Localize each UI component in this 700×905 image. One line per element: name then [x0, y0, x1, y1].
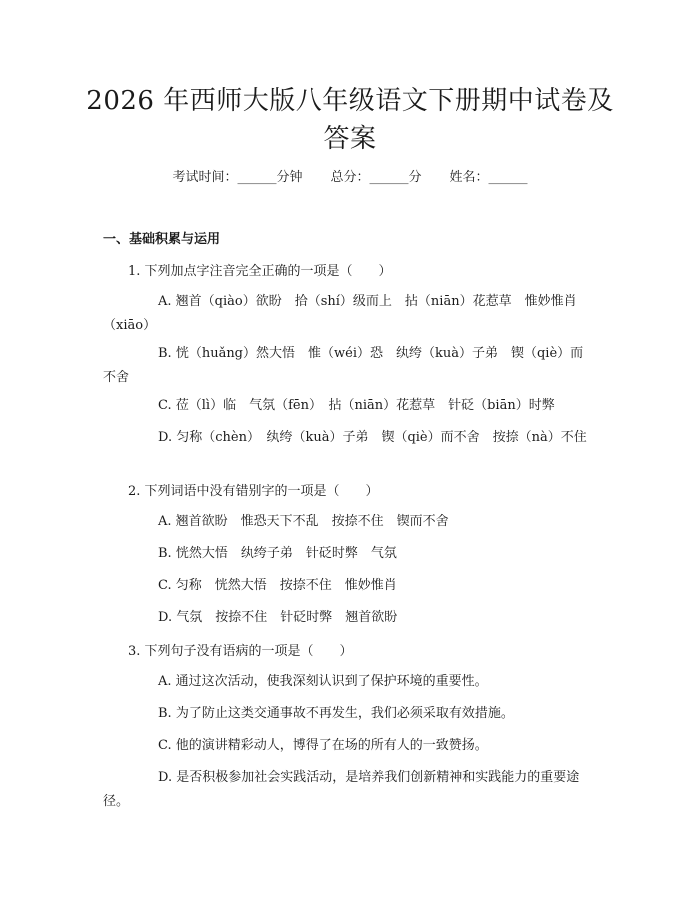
question-2-option-a: A. 翘首欲盼 惟恐天下不乱 按捺不住 锲而不舍: [158, 514, 449, 529]
question-1-option-d: D. 匀称（chèn） 纨绔（kuà）子弟 锲（qiè）而不舍 按捺（nà）不住: [158, 430, 587, 445]
question-1-stem: 1. 下列加点字注音完全正确的一项是（ ）: [128, 264, 392, 279]
question-2-option-b: B. 恍然大悟 纨绔子弟 针砭时弊 气氛: [158, 546, 397, 561]
question-3-option-c: C. 他的演讲精彩动人，博得了在场的所有人的一致赞扬。: [158, 738, 488, 753]
question-3-stem: 3. 下列句子没有语病的一项是（ ）: [128, 644, 353, 659]
question-2-stem: 2. 下列词语中没有错别字的一项是（ ）: [128, 484, 379, 499]
question-3-option-b: B. 为了防止这类交通事故不再发生，我们必须采取有效措施。: [158, 706, 514, 721]
question-1-option-c: C. 莅（lì）临 气氛（fēn） 拈（niān）花惹草 针砭（biān）时弊: [158, 398, 555, 413]
student-name-field: 姓名：______: [449, 170, 528, 185]
page-title: 2026 年西师大版八年级语文下册期中试卷及答案: [86, 86, 614, 154]
question-3-option-a: A. 通过这次活动，使我深刻认识到了保护环境的重要性。: [158, 674, 488, 689]
total-score-field: 总分：______分: [330, 170, 422, 185]
question-1-option-a: A. 翘首（qiào）欲盼 拾（shí）级而上 拈（niān）花惹草 惟妙惟肖（xiāo）: [103, 294, 577, 333]
section-heading: 一、基础积累与运用: [103, 232, 221, 247]
exam-time-field: 考试时间：______分钟: [172, 170, 303, 185]
question-2-option-c: C. 匀称 恍然大悟 按捺不住 惟妙惟肖: [158, 578, 397, 593]
question-1-option-b: B. 恍（huǎng）然大悟 惟（wéi）恐 纨绔（kuà）子弟 锲（qiè）而不舍: [103, 346, 584, 385]
question-2-option-d: D. 气氛 按捺不住 针砭时弊 翘首欲盼: [158, 610, 398, 625]
question-3-option-d: D. 是否积极参加社会实践活动，是培养我们创新精神和实践能力的重要途径。: [103, 770, 580, 809]
exam-info-line: [0, 168, 700, 188]
